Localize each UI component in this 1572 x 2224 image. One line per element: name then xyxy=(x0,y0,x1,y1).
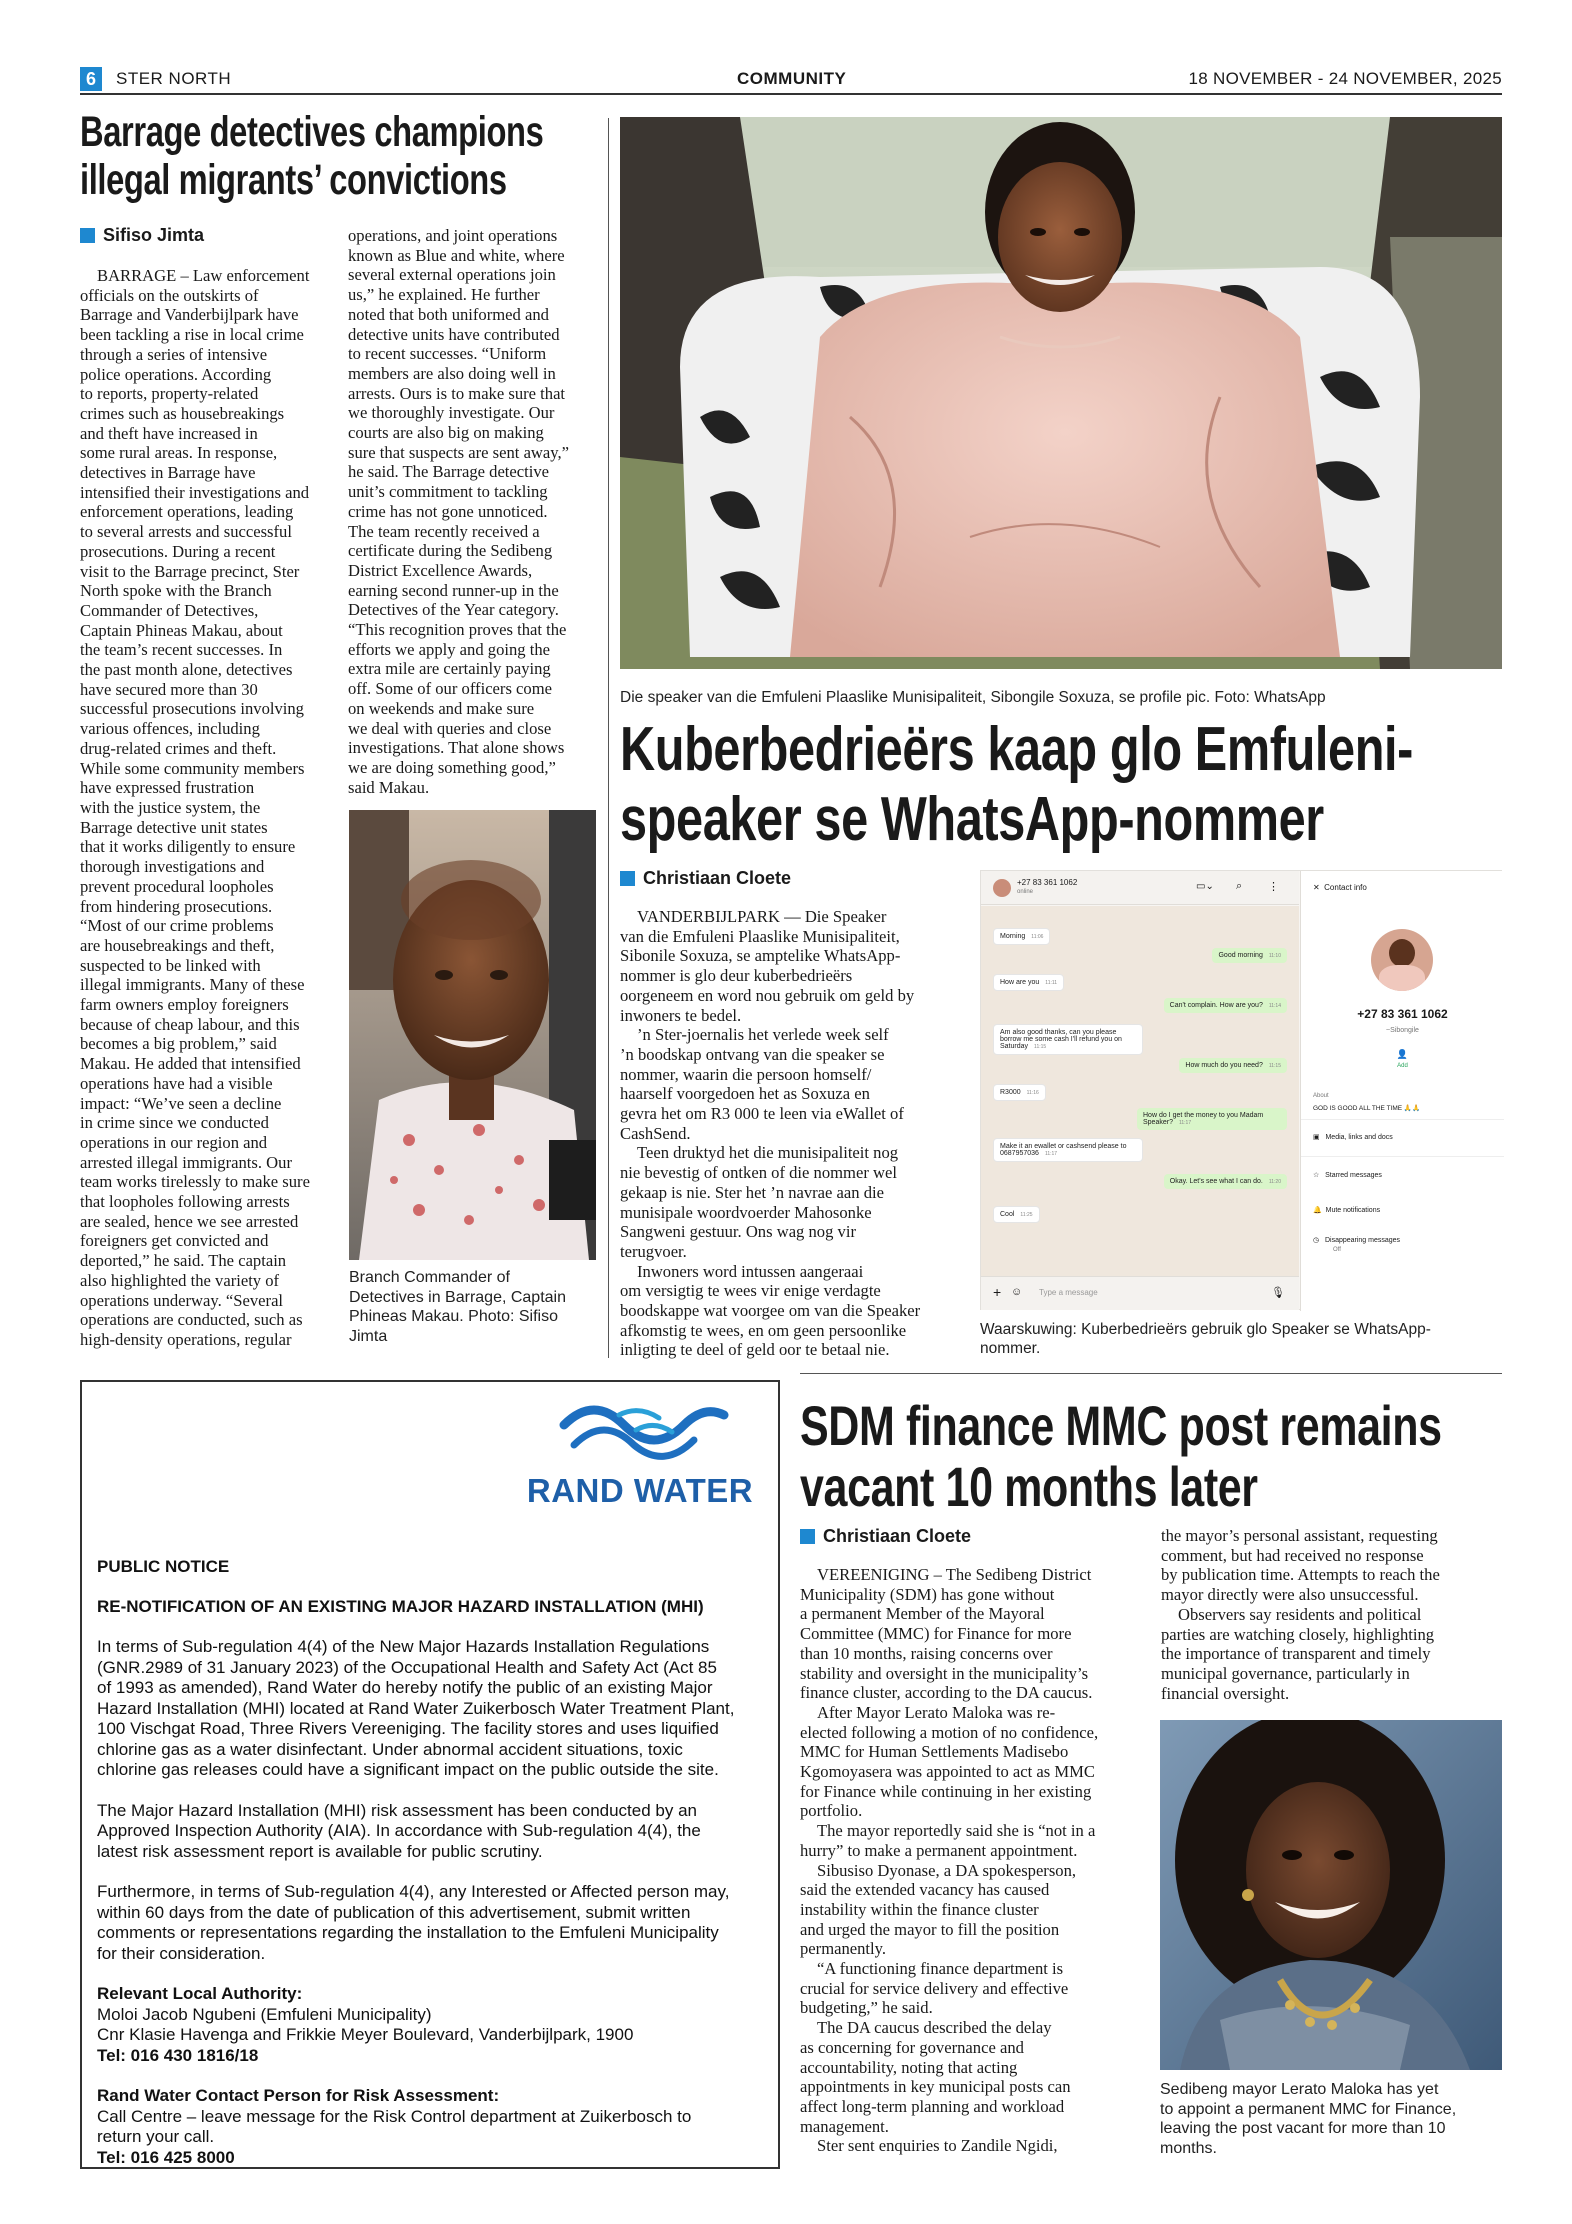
text-line: Teen druktyd het die munisipaliteit nog xyxy=(637,1143,899,1163)
text-line: budgeting,” he said. xyxy=(800,1998,933,2018)
text-line: we deal with queries and close xyxy=(348,718,552,738)
notice-content xyxy=(97,1557,767,2168)
text-line: After Mayor Lerato Maloka was re- xyxy=(817,1702,1056,1722)
maloka-photo xyxy=(1160,1720,1502,2070)
text-line: portfolio. xyxy=(800,1801,863,1821)
text-line: Approved Inspection Authority (AIA). In accordance with Sub-regulation 4(4), the xyxy=(97,1821,701,1840)
text-line: management. xyxy=(800,2116,889,2136)
article2-headline xyxy=(620,715,1507,855)
column-rule xyxy=(608,118,609,1358)
text-line: Commander of Detectives, xyxy=(80,600,259,620)
text-line: are sealed, hence we see arrested xyxy=(80,1211,299,1231)
text-line: VEREENIGING – The Sedibeng District xyxy=(817,1565,1092,1584)
text-line: “Most of our crime problems xyxy=(80,916,274,936)
text-line: extra mile are certainly paying xyxy=(348,659,551,679)
incoming-message[interactable] xyxy=(993,1024,1143,1055)
text-line: nommer, waarin die persoon homself/ xyxy=(620,1064,872,1084)
authority-name: Moloi Jacob Ngubeni (Emfuleni Municipality) xyxy=(97,2004,432,2024)
text-line: members are also doing well in xyxy=(348,363,556,383)
text-line: prevent procedural loopholes xyxy=(80,876,274,896)
text-line: terugvoer. xyxy=(620,1241,687,1261)
incoming-message[interactable] xyxy=(993,1206,1040,1223)
text-line: Sibusiso Dyonase, a DA spokesperson, xyxy=(817,1860,1077,1880)
text-line: appointments in key municipal posts can xyxy=(800,2077,1071,2097)
text-line: enforcement operations, leading xyxy=(80,502,294,522)
message-text: Make it an ewallet or cashsend please to 0687957036 xyxy=(1000,1143,1127,1157)
message-text: How are you xyxy=(1000,979,1040,986)
text-line: Barrage detective unit states xyxy=(80,817,268,837)
text-line: operations, and joint operations xyxy=(348,226,558,245)
text-line: because of cheap labour, and this xyxy=(80,1014,300,1034)
contact-tel: Tel: 016 425 8000 xyxy=(97,2147,235,2167)
headline-line: Kuberbedrieërs kaap glo Emfuleni- xyxy=(620,715,1414,784)
video-call-icon[interactable]: ▭⌄ xyxy=(1196,881,1214,892)
text-line: to appoint a permanent MMC for Finance, xyxy=(1160,2100,1457,2118)
public-notice-box xyxy=(80,1380,780,2169)
text-line: nommer is glo deur kuberbedrieërs xyxy=(620,966,853,986)
text-line: team works tirelessly to make sure xyxy=(80,1172,310,1192)
contact-info-label: Contact info xyxy=(1324,883,1367,892)
text-line: sure that suspects are sent away,” xyxy=(348,442,570,462)
section-rule xyxy=(800,1373,1502,1374)
text-line: as concerning for governance and xyxy=(800,2037,1024,2057)
message-text: Cool xyxy=(1000,1211,1015,1218)
page-number: 6 xyxy=(80,67,102,91)
about-text: GOD IS GOOD ALL THE TIME 🙏🙏 xyxy=(1313,1105,1421,1112)
text-line: investigations. That alone shows xyxy=(348,738,565,758)
text-line: accountability, noting that acting xyxy=(800,2057,1018,2077)
text-line: Municipality (SDM) has gone without xyxy=(800,1584,1055,1604)
add-contact-icon[interactable]: 👤 xyxy=(1396,1049,1409,1059)
headline-line: Barrage detectives champions xyxy=(80,108,544,156)
text-line: latest risk assessment report is available for public scrutiny. xyxy=(97,1841,543,1861)
text-line: intensified their investigations and xyxy=(80,482,310,502)
text-line: for Finance while continuing in her existing xyxy=(800,1781,1092,1801)
article1-headline xyxy=(80,108,627,204)
panel-divider xyxy=(1301,1156,1504,1157)
media-label: Media, links and docs xyxy=(1325,1134,1393,1141)
message-text: Am also good thanks, can you please borrow me some cash I'll refund you on Saturday xyxy=(1000,1029,1122,1050)
text-line: haarself voorgedoen het as Soxuza en xyxy=(620,1084,870,1104)
text-line: nommer. xyxy=(980,1340,1041,1357)
text-line: arrests. Ours is to make sure that xyxy=(348,383,566,403)
message-text: How much do you need? xyxy=(1185,1062,1263,1069)
starred-row[interactable] xyxy=(1313,1171,1382,1179)
text-line: Phineas Makau. Photo: Sifiso xyxy=(349,1308,559,1325)
text-line: earning second runner-up in the xyxy=(348,580,559,600)
whatsapp-screenshot xyxy=(980,870,1502,1310)
text-line: Hazard Installation (MHI) located at Rand Water Zuikerbosch Water Treatment Plant, xyxy=(97,1698,735,1718)
makau-photo xyxy=(349,810,596,1260)
message-time: 11:17 xyxy=(1178,1120,1192,1126)
byline-marker xyxy=(620,871,635,886)
contact-phone: +27 83 361 1062 xyxy=(1357,1007,1448,1021)
outgoing-message[interactable] xyxy=(1212,948,1287,963)
contact-line: Call Centre – leave message for the Risk Control department at Zuikerbosch to xyxy=(97,2106,692,2126)
text-line: The team recently received a xyxy=(348,521,540,541)
rand-water-logo xyxy=(524,1400,756,1510)
notice-subtitle: RE-NOTIFICATION OF AN EXISTING MAJOR HAZARD INSTALLATION (MHI) xyxy=(97,1596,704,1616)
text-line: the importance of transparent and timely xyxy=(1161,1644,1431,1664)
add-contact-label[interactable]: Add xyxy=(1397,1063,1408,1069)
outgoing-message[interactable] xyxy=(1137,1108,1287,1130)
message-text: Okay. Let's see what I can do. xyxy=(1169,1178,1263,1185)
text-line: inwoners te bedel. xyxy=(620,1005,742,1025)
article3-byline xyxy=(800,1526,971,1547)
text-line: than 10 months, raising concerns over xyxy=(800,1643,1053,1663)
text-line: high-density operations, regular xyxy=(80,1329,292,1349)
byline-name: Christiaan Cloete xyxy=(643,868,792,888)
media-row[interactable] xyxy=(1313,1133,1393,1141)
text-line: comment, but had received no response xyxy=(1161,1545,1424,1565)
text-line: operations have had a visible xyxy=(80,1073,273,1093)
text-line: successful prosecutions involving xyxy=(80,699,304,719)
text-line: the mayor’s personal assistant, requesting xyxy=(1161,1526,1438,1545)
message-time: 11:14 xyxy=(1268,1003,1281,1009)
byline-marker xyxy=(80,228,95,243)
incoming-message[interactable] xyxy=(993,928,1050,945)
header-rule xyxy=(80,93,1502,95)
text-line: by publication time. Attempts to reach the xyxy=(1161,1565,1440,1585)
chat-header xyxy=(981,871,1299,905)
chat-input-bar xyxy=(981,1276,1299,1310)
chat-avatar xyxy=(993,879,1011,897)
text-line: several external operations join xyxy=(348,265,556,285)
contact-heading: Rand Water Contact Person for Risk Assessment: xyxy=(97,2086,500,2105)
text-line: affect long-term planning and workload xyxy=(800,2096,1065,2116)
text-line: gekaap is nie. Ster het ’n navrae aan die xyxy=(620,1182,885,1202)
text-line: Waarskuwing: Kuberbedrieërs gebruik glo Speaker se WhatsApp- xyxy=(980,1321,1431,1338)
text-line: crucial for service delivery and effective xyxy=(800,1978,1069,1998)
text-line: While some community members xyxy=(80,758,305,778)
text-line: drug-related crimes and theft. xyxy=(80,738,277,758)
text-line: Kgomoyasera was appointed to act as MMC xyxy=(800,1762,1095,1782)
text-line: visit to the Barrage precinct, Ster xyxy=(80,561,300,581)
mute-label: Mute notifications xyxy=(1325,1207,1381,1214)
text-line: have expressed frustration xyxy=(80,778,255,798)
headline-line: SDM finance MMC post remains xyxy=(800,1394,1442,1457)
contact-avatar xyxy=(1371,929,1433,991)
issue-date: 18 NOVEMBER - 24 NOVEMBER, 2025 xyxy=(1188,69,1502,88)
text-line: courts are also big on making xyxy=(348,423,544,443)
text-line: BARRAGE – Law enforcement xyxy=(97,266,310,285)
text-line: Sangweni gestuur. Ons wag nog vir xyxy=(620,1222,856,1242)
media-icon: ▣ xyxy=(1313,1134,1320,1141)
headline-line: speaker se WhatsApp-nommer xyxy=(620,785,1324,854)
close-icon[interactable]: ✕ xyxy=(1313,883,1320,892)
article2-body xyxy=(620,907,965,1360)
message-time: 11:10 xyxy=(1268,953,1281,959)
text-line: known as Blue and white, where xyxy=(348,245,565,265)
contact-info-panel xyxy=(1300,871,1503,1311)
text-line: Sedibeng mayor Lerato Maloka has yet xyxy=(1160,2081,1439,2098)
text-line: through a series of intensive xyxy=(80,344,268,364)
notice-title: PUBLIC NOTICE xyxy=(97,1557,230,1576)
search-icon[interactable]: ⌕ xyxy=(1236,880,1243,892)
text-line: VANDERBIJLPARK — Die Speaker xyxy=(637,907,887,926)
text-line: Furthermore, in terms of Sub-regulation 4(4), any Interested or Affected person may, xyxy=(97,1882,730,1901)
text-line: and theft have increased in xyxy=(80,423,258,443)
headline-line: vacant 10 months later xyxy=(800,1455,1258,1518)
text-line: leaving the post vacant for more than 10 xyxy=(1160,2120,1446,2137)
text-line: instability within the finance cluster xyxy=(800,1899,1039,1919)
text-line: CashSend. xyxy=(620,1123,691,1143)
disappearing-value: Off xyxy=(1333,1247,1341,1253)
chat-status: online xyxy=(1017,889,1034,895)
text-line: elected following a motion of no confidence, xyxy=(800,1722,1099,1742)
text-line: in crime since we conducted xyxy=(80,1113,269,1133)
text-line: farm owners employ foreigners xyxy=(80,995,289,1015)
text-line: Inwoners word intussen aangeraai xyxy=(637,1261,864,1281)
text-line: Ster sent enquiries to Zandile Ngidi, xyxy=(817,2136,1058,2156)
text-line: The Major Hazard Installation (MHI) risk assessment has been conducted by an xyxy=(97,1800,697,1820)
message-time: 11:15 xyxy=(1268,1063,1281,1069)
text-line: for their consideration. xyxy=(97,1943,266,1963)
text-line: have secured more than 30 xyxy=(80,679,258,699)
article3-column1 xyxy=(800,1565,1145,2156)
byline-name: Sifiso Jimta xyxy=(103,225,205,245)
text-line: some rural areas. In response, xyxy=(80,443,278,463)
disappearing-label: Disappearing messages xyxy=(1324,1237,1401,1244)
speaker-photo-caption: Die speaker van die Emfuleni Plaaslike Munisipaliteit, Sibongile Soxuza, se profile pic. Foto: WhatsApp xyxy=(620,689,1326,706)
chat-messages xyxy=(981,906,1299,1276)
text-line: mayor directly were also unsuccessful. xyxy=(1161,1585,1419,1605)
article3-column2 xyxy=(1161,1526,1501,1703)
text-line: to recent successes. “Uniform xyxy=(348,344,547,364)
text-line: afkomstig te wees, en om geen persoonlike xyxy=(620,1320,907,1340)
text-line: (GNR.2989 of 31 January 2023) of the Occupational Health and Safety Act (Act 85 xyxy=(97,1657,717,1677)
text-line: boodskappe wat voorgee om van die Speaker xyxy=(620,1301,921,1321)
text-line: with the justice system, the xyxy=(80,797,261,817)
timer-icon: ◷ xyxy=(1313,1237,1320,1244)
text-line: becomes a big problem,” said xyxy=(80,1034,277,1054)
text-line: operations underway. “Several xyxy=(80,1290,284,1310)
text-line: are housebreakings and theft, xyxy=(80,935,275,955)
text-line: the team’s recent successes. In xyxy=(80,640,283,660)
text-line: municipal governance, particularly in xyxy=(1161,1663,1410,1683)
text-line: finance cluster, according to the DA caucus. xyxy=(800,1683,1093,1703)
message-time: 11:20 xyxy=(1268,1179,1281,1185)
article1-column1 xyxy=(80,266,330,1350)
text-line: Committee (MMC) for Finance for more xyxy=(800,1624,1072,1644)
outgoing-message[interactable] xyxy=(1164,1174,1287,1189)
text-line: inligting te deel of geld oor te betaal nie. xyxy=(620,1340,890,1360)
message-text: How do I get the money to you Madam Speaker? xyxy=(1143,1112,1264,1126)
about-label: About xyxy=(1313,1093,1329,1099)
text-line: “This recognition proves that the xyxy=(348,620,567,640)
text-line: ’n boodskap ontvang van die speaker se xyxy=(620,1044,885,1064)
starred-label: Starred messages xyxy=(1325,1172,1382,1179)
text-line: detective units have contributed xyxy=(348,324,560,344)
text-line: us,” he explained. He further xyxy=(348,285,540,305)
text-line: certificate during the Sedibeng xyxy=(348,541,553,561)
text-line: and urged the mayor to fill the position xyxy=(800,1919,1060,1939)
mute-row[interactable] xyxy=(1313,1206,1380,1214)
text-line: comments or representations regarding the installation to the Emfuleni Municipality xyxy=(97,1923,719,1942)
notice-paragraph-2 xyxy=(97,1801,767,1863)
text-line: of 1993 as amended), Rand Water do hereby notify the public of an existing Major xyxy=(97,1678,713,1697)
message-time: 11:25 xyxy=(1020,1212,1033,1218)
text-line: a permanent Member of the Mayoral xyxy=(800,1604,1045,1624)
panel-divider xyxy=(1301,1119,1504,1120)
makau-photo-caption xyxy=(349,1268,599,1346)
bell-icon: 🔔 xyxy=(1313,1207,1322,1214)
text-line: ’n Ster-joernalis het verlede week self xyxy=(637,1025,889,1045)
emoji-icon[interactable]: ☺ xyxy=(1011,1286,1023,1298)
notice-paragraph-3 xyxy=(97,1882,767,1964)
contact-info-header xyxy=(1313,883,1367,892)
text-line: also highlighted the variety of xyxy=(80,1270,280,1290)
speaker-photo xyxy=(620,117,1502,669)
text-line: deported,” he said. The captain xyxy=(80,1251,287,1271)
maloka-photo-caption xyxy=(1160,2080,1502,2158)
incoming-message[interactable] xyxy=(993,1138,1143,1162)
outgoing-message[interactable] xyxy=(1179,1058,1287,1073)
text-line: detectives in Barrage have xyxy=(80,463,256,483)
text-line: Observers say residents and political xyxy=(1178,1604,1422,1624)
text-line: MMC for Human Settlements Madisebo xyxy=(800,1742,1069,1762)
text-line: van die Emfuleni Plaaslike Munisipaliteit, xyxy=(620,926,900,946)
text-line: In terms of Sub-regulation 4(4) of the New Major Hazards Installation Regulations xyxy=(97,1637,710,1656)
incoming-message[interactable] xyxy=(993,1084,1046,1101)
text-line: om versigtig te wees vir enige verdagte xyxy=(620,1281,881,1301)
message-text: Morning xyxy=(1000,933,1026,940)
text-line: noted that both uniformed and xyxy=(348,304,549,324)
text-line: District Excellence Awards, xyxy=(348,560,533,580)
text-line: 100 Vischgat Road, Three Rivers Vereeniging. The facility stores and uses liquified xyxy=(97,1719,719,1738)
section-label: COMMUNITY xyxy=(737,69,847,88)
publication-name: STER NORTH xyxy=(116,69,232,88)
text-line: Detectives of the Year category. xyxy=(348,600,559,620)
text-line: stability and oversight in the municipality’s xyxy=(800,1663,1089,1683)
text-line: to several arrests and successful xyxy=(80,522,292,542)
message-text: Good morning xyxy=(1218,952,1263,959)
text-line: The mayor reportedly said she is “not in a xyxy=(817,1821,1096,1841)
text-line: to reports, property-related xyxy=(80,384,259,404)
byline-marker xyxy=(800,1529,815,1544)
message-time: 11:06 xyxy=(1031,934,1044,940)
text-line: Detectives in Barrage, Captain xyxy=(349,1288,566,1306)
text-line: financial oversight. xyxy=(1161,1683,1290,1703)
text-line: said Makau. xyxy=(348,777,430,797)
outgoing-message[interactable] xyxy=(1164,998,1287,1013)
text-line: the past month alone, detectives xyxy=(80,660,293,680)
text-line: various offences, including xyxy=(80,719,260,739)
article3-headline xyxy=(800,1395,1499,1517)
brand-name: RAND WATER xyxy=(526,1472,754,1509)
text-line: on weekends and make sure xyxy=(348,698,535,718)
text-line: parties are watching closely, highlighting xyxy=(1161,1624,1435,1644)
contact-name: ~Sibongile xyxy=(1386,1027,1419,1034)
message-time: 11:16 xyxy=(1026,1090,1039,1096)
authority-heading: Relevant Local Authority: xyxy=(97,1984,303,2003)
text-line: Branch Commander of xyxy=(349,1269,510,1286)
text-line: crimes such as housebreakings xyxy=(80,403,285,423)
star-icon: ☆ xyxy=(1313,1172,1320,1179)
text-line: The DA caucus described the delay xyxy=(817,2018,1052,2038)
article2-byline xyxy=(620,868,791,889)
text-line: been tackling a rise in local crime xyxy=(80,325,304,345)
text-line: chlorine gas as a water disinfectant. Under abnormal accident situations, toxic xyxy=(97,1739,683,1759)
contact-line: return your call. xyxy=(97,2127,215,2146)
text-line: Makau. He added that intensified xyxy=(80,1054,301,1074)
text-line: operations in our region and xyxy=(80,1132,268,1152)
incoming-message[interactable] xyxy=(993,974,1064,991)
text-line: operations are conducted, such as xyxy=(80,1310,303,1330)
text-line: Captain Phineas Makau, about xyxy=(80,620,283,640)
screenshot-caption xyxy=(980,1320,1502,1358)
text-line: months. xyxy=(1160,2139,1217,2157)
text-line: thorough investigations and xyxy=(80,857,265,877)
text-line: he said. The Barrage detective xyxy=(348,462,550,482)
text-line: chlorine gas releases could have a significant impact on the public outside the site. xyxy=(97,1760,719,1779)
text-line: gevra het om R3 000 te leen via eWallet of xyxy=(620,1104,904,1124)
text-line: arrested illegal immigrants. Our xyxy=(80,1152,292,1172)
text-line: within 60 days from the date of publication of this advertisement, submit written xyxy=(97,1902,691,1922)
message-time: 11:15 xyxy=(1034,1044,1047,1050)
text-line: “A functioning finance department is xyxy=(817,1959,1064,1979)
text-line: off. Some of our officers come xyxy=(348,679,552,699)
text-line: impact: “We’ve seen a decline xyxy=(80,1093,282,1113)
text-line: efforts we apply and going the xyxy=(348,639,550,659)
add-icon[interactable]: + xyxy=(993,1284,1002,1300)
text-line: said the extended vacancy has caused xyxy=(800,1880,1050,1900)
disappearing-row[interactable] xyxy=(1313,1236,1400,1244)
text-line: that loopholes following arrests xyxy=(80,1192,290,1212)
text-line: unit’s commitment to tackling xyxy=(348,482,548,502)
headline-line: illegal migrants’ convictions xyxy=(80,156,507,204)
message-time: 11:17 xyxy=(1044,1151,1058,1157)
text-line: police operations. According xyxy=(80,364,272,384)
byline-name: Christiaan Cloete xyxy=(823,1526,972,1546)
authority-tel: Tel: 016 430 1816/18 xyxy=(97,2045,259,2065)
text-line: prosecutions. During a recent xyxy=(80,541,276,561)
text-line: suspected to be linked with xyxy=(80,955,261,975)
text-line: Barrage and Vanderbijlpark have xyxy=(80,305,299,325)
chat-phone: +27 83 361 1062 xyxy=(1017,878,1078,887)
text-line: foreigners get convicted and xyxy=(80,1231,269,1251)
text-line: illegal immigrants. Many of these xyxy=(80,975,305,995)
message-text: Can't complain. How are you? xyxy=(1169,1002,1263,1009)
notice-paragraph-1 xyxy=(97,1637,767,1781)
text-line: we thoroughly investigate. Our xyxy=(348,403,555,423)
text-line: we are doing something good,” xyxy=(348,757,556,777)
mic-icon[interactable]: 🎙 xyxy=(1271,1287,1285,1299)
text-line: North spoke with the Branch xyxy=(80,581,272,601)
text-line: Sibonile Soxuza, se amptelike WhatsApp- xyxy=(620,946,901,966)
article1-column2 xyxy=(348,226,598,797)
text-line: permanently. xyxy=(800,1939,887,1959)
text-line: hurry” to make a permanent appointment. xyxy=(800,1840,1078,1860)
text-line: oorgeneem en word nou gebruik om geld by xyxy=(620,985,915,1005)
message-text: R3000 xyxy=(1000,1089,1021,1096)
text-line: Jimta xyxy=(349,1327,388,1345)
text-line: from hindering prosecutions. xyxy=(80,896,273,916)
text-line: officials on the outskirts of xyxy=(80,285,259,305)
message-time: 11:11 xyxy=(1045,980,1058,986)
text-line: munisipale woordvoerder Mahosonke xyxy=(620,1202,872,1222)
authority-address: Cnr Klasie Havenga and Frikkie Meyer Boulevard, Vanderbijlpark, 1900 xyxy=(97,2025,634,2044)
text-line: that it works diligently to ensure xyxy=(80,837,296,857)
menu-icon[interactable]: ⋮ xyxy=(1268,881,1279,893)
message-input[interactable]: Type a message xyxy=(1039,1288,1098,1297)
text-line: crime has not gone unnoticed. xyxy=(348,501,548,521)
article1-byline xyxy=(80,225,204,246)
text-line: nie bevestig of ontken of die nommer wel xyxy=(620,1163,897,1183)
